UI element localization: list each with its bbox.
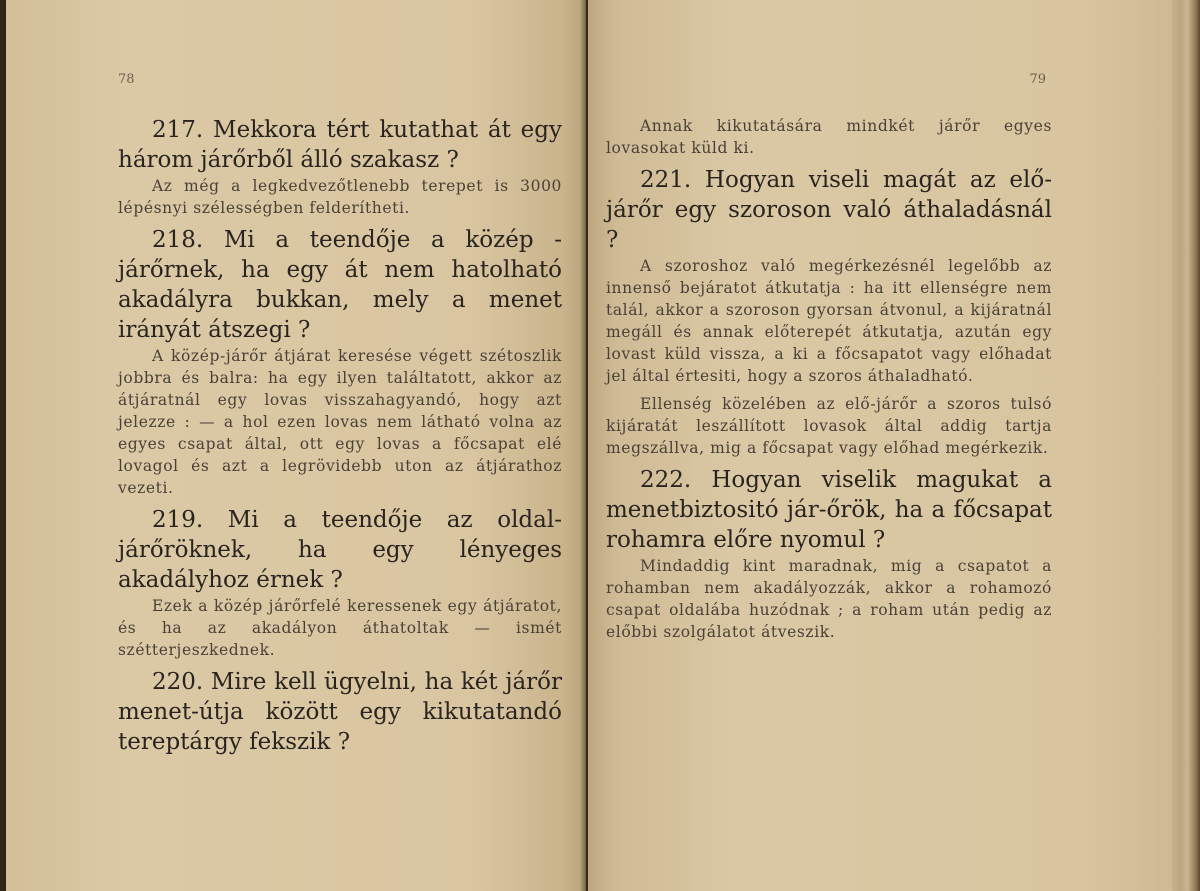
book-page-edges — [1172, 0, 1200, 891]
question-217: 217. Mekkora tért kutathat át egy három járőrből álló szakasz ? — [118, 117, 562, 173]
answer-221: A szoroshoz való megérkezésnél legelőbb az innenső bejáratot átkutatja : ha itt ellenségre nem talál, akkor a szoroson gyorsan átvonul, a kijáratnál megáll és annak előterepét átkutatja, azután egy lovast küld vissza, a ki a főcsapatot vagy előhadat jel által értesiti, hogy a szoros áthaladható. — [606, 257, 1052, 385]
answer-222: Mindaddig kint maradnak, mig a csapatot a rohamban nem akadályozzák, akkor a rohamozó csapat oldalába huzódnak ; a roham után pedig az előbbi szolgálatot átveszik. — [606, 557, 1052, 641]
answer-219: Ezek a közép járőrfelé keressenek egy átjáratot, és ha az akadályon áthatoltak — ismét szétterjeszkednek. — [118, 597, 562, 659]
answer-217: Az még a legkedvezőtlenebb terepet is 3000 lépésnyi szélességben felderítheti. — [118, 177, 562, 217]
page-number-right: 79 — [1029, 72, 1046, 87]
right-page — [588, 0, 1172, 891]
question-218: 218. Mi a teendője a közép -járőrnek, ha egy át nem hatolható akadályra bukkan, mely a menet irányát átszegi ? — [118, 227, 562, 343]
answer-220-continued: Annak kikutatására mindkét járőr egyes lovasokat küld ki. — [606, 117, 1052, 157]
page-number-left: 78 — [118, 72, 135, 87]
answer-218: A közép-járőr átjárat keresése végett szétoszlik jobbra és balra: ha egy ilyen találtatott, akkor az átjáratnál egy lovas visszahagyandó, hogy azt jelezze : — a hol ezen lovas nem látható volna az egyes csapat által, ott egy lovas a főcsapat elé lovagol és azt a legrövidebb uton az átjárathoz vezeti. — [118, 347, 562, 497]
question-221: 221. Hogyan viseli magát az elő-járőr egy szoroson való áthaladásnál ? — [606, 167, 1052, 253]
question-219: 219. Mi a teendője az oldal-járőröknek, ha egy lényeges akadályhoz érnek ? — [118, 507, 562, 593]
question-222: 222. Hogyan viselik magukat a menetbiztositó jár-őrök, ha a főcsapat rohamra előre nyomul ? — [606, 467, 1052, 553]
question-220: 220. Mire kell ügyelni, ha két járőr menet-útja között egy kikutatandó tereptárgy fekszik ? — [118, 669, 562, 755]
answer-221-paragraph-2: Ellenség közelében az elő-járőr a szoros tulsó kijáratát leszállított lovasok által addig tartja megszállva, mig a főcsapat vagy előhad megérkezik. — [606, 395, 1052, 457]
left-page — [6, 0, 586, 891]
